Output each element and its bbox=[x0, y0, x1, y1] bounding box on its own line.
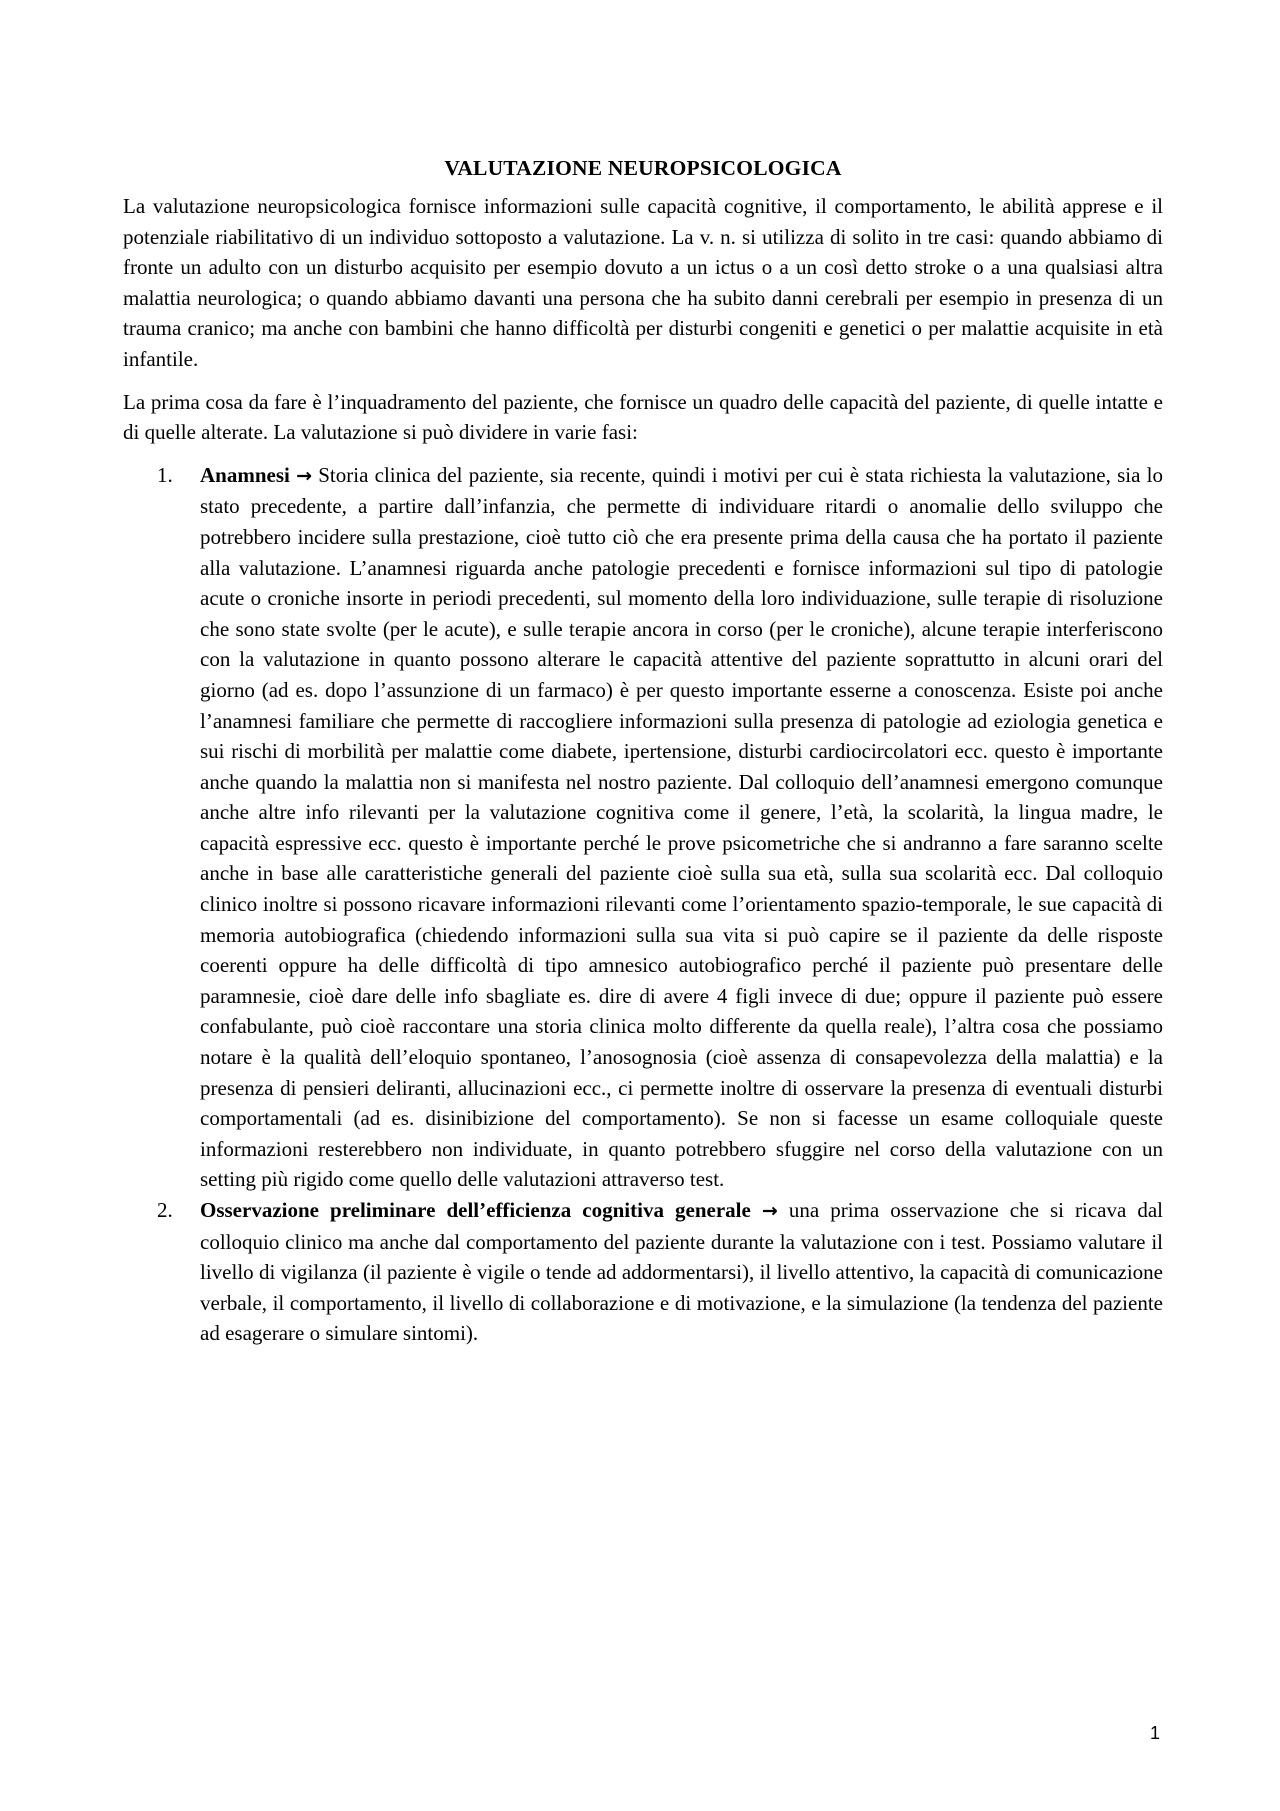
list-item-text: Storia clinica del paziente, sia recente, quindi i motivi per cui è stata richiesta la valutazione, sia lo stato precedente, a partire dall’infanzia, che permette di individuare ritardi o anomalie dello sviluppo che potrebbero incidere sulla prestazione, cioè tutto ciò che era presente prima della causa che ha portato il paziente alla valutazione. L’anamnesi riguarda anche patologie precedenti e fornisce informazioni sul tipo di patologie acute o croniche insorte in periodi precedenti, sul momento della loro individuazione, sulle terapie di risoluzione che sono state svolte (per le acute), e sulle terapie ancora in corso (per le croniche), alcune terapie interferiscono con la valutazione in quanto possono alterare le capacità attentive del paziente soprattutto in alcuni orari del giorno (ad es. dopo l’assunzione di un farmaco) è per questo importante esserne a conoscenza. Esiste poi anche l’anamnesi familiare che permette di raccogliere informazioni sulla presenza di patologie ad eziologia genetica e sui rischi di morbilità per malattie come diabete, ipertensione, disturbi cardiocircolatori ecc. questo è importante anche quando la malattia non si manifesta nel nostro paziente. Dal colloquio dell’anamnesi emergono comunque anche altre info rilevanti per la valutazione cognitiva come il genere, l’età, la scolarità, la lingua madre, le capacità espressive ecc. questo è importante perché le prove psicometriche che si andranno a fare saranno scelte anche in base alle caratteristiche generali del paziente cioè sulla sua età, sulla sua scolarità ecc. Dal colloquio clinico inoltre si possono ricavare informazioni rilevanti come l’orientamento spazio-temporale, le sue capacità di memoria autobiografica (chiedendo informazioni sulla sua vita si può capire se il paziente da delle risposte coerenti oppure ha delle difficoltà di tipo amnesico autobiografico perché il paziente può presentare delle paramnesie, cioè dare delle info sbagliate es. dire di avere 4 figli invece di due; oppure il paziente può essere confabulante, può cioè raccontare una storia clinica molto differente da quella reale), l’altra cosa che possiamo notare è la qualità dell’eloquio spontaneo, l’anosognosia (cioè assenza di consapevolezza della malattia) e la presenza di pensieri deliranti, allucinazioni ecc., ci permette inoltre di osservare la presenza di eventuali disturbi comportamentali (ad es. disinibizione del comportamento). Se non si facesse un esame colloquiale queste informazioni resterebbero non individuate, in quanto potrebbero sfuggire nel corso della valutazione con un setting più rigido come quello delle valutazioni attraverso test. bbox=[200, 462, 1163, 1192]
page-content bbox=[123, 153, 1163, 1349]
list-item bbox=[123, 1195, 1163, 1349]
list-item bbox=[123, 460, 1163, 1195]
phases-list bbox=[123, 460, 1163, 1349]
list-item-number: 1. bbox=[157, 462, 173, 487]
list-item-number: 2. bbox=[157, 1198, 173, 1222]
page-number: 1 bbox=[1149, 1723, 1160, 1743]
list-item-text: una prima osservazione che si ricava dal colloquio clinico ma anche dal comportamento del paziente durante la valutazione con i test. Possiamo valutare il livello di vigilanza (il paziente è vigile o tende ad addormentarsi), il livello attentivo, la capacità di comunicazione verbale, il comportamento, il livello di collaborazione e di motivazione, e la simulazione (la tendenza del paziente ad esagerare o simulare sintomi). bbox=[200, 1198, 1164, 1346]
intro-paragraph: La valutazione neuropsicologica fornisce informazioni sulle capacità cognitive, il comportamento, le abilità apprese e il potenziale riabilitativo di un individuo sottoposto a valutazione. La v. n. si utilizza di solito in tre casi: quando abbiamo di fronte un adulto con un disturbo acquisito per esempio dovuto a un ictus o a un così detto stroke o a una qualsiasi altra malattia neurologica; o quando abbiamo davanti una persona che ha subito danni cerebrali per esempio in presenza di un trauma cranico; ma anche con bambini che hanno difficoltà per disturbi congeniti e genetici o per malattie acquisite in età infantile. bbox=[123, 194, 1163, 371]
arrow-right-icon: → bbox=[761, 1200, 778, 1222]
list-item-term: Osservazione preliminare dell’efficienza cognitiva generale bbox=[200, 1198, 751, 1222]
document-title: VALUTAZIONE NEUROPSICOLOGICA bbox=[444, 156, 842, 180]
phases-intro-paragraph: La prima cosa da fare è l’inquadramento del paziente, che fornisce un quadro delle capacità del paziente, di quelle intatte e di quelle alterate. La valutazione si può dividere in varie fasi: bbox=[123, 389, 1163, 445]
arrow-right-icon: → bbox=[296, 464, 313, 487]
list-item-term: Anamnesi bbox=[200, 462, 290, 487]
